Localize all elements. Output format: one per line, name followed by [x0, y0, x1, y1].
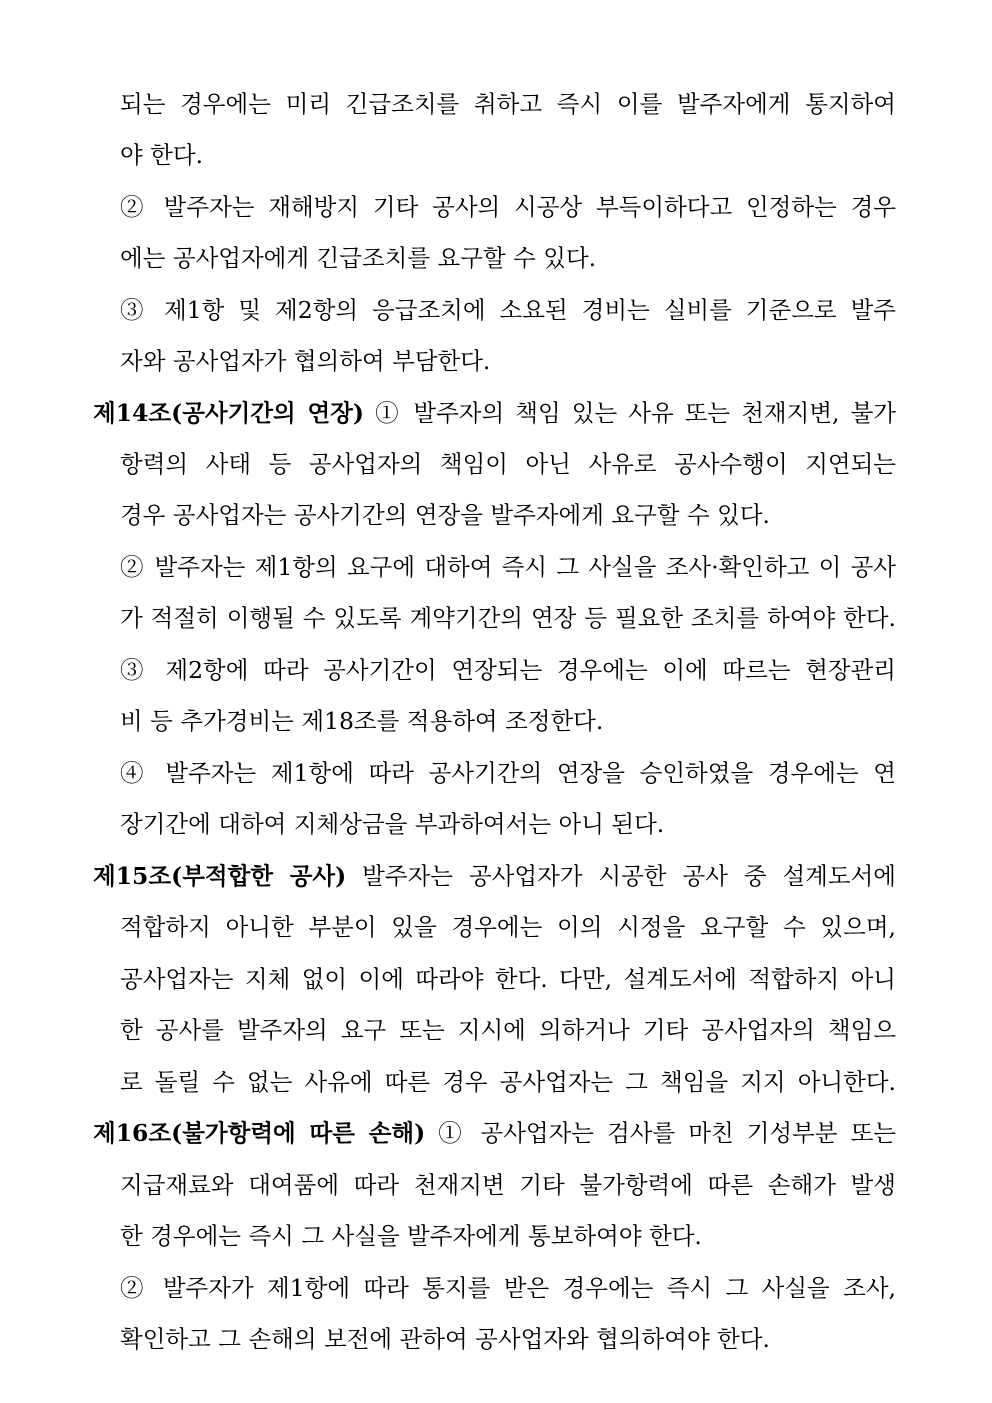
- body-line: 되는 경우에는 미리 긴급조치를 취하고 즉시 이를 발주자에게 통지하여: [120, 90, 896, 118]
- body-line: 항력의 사태 등 공사업자의 책임이 아닌 사유로 공사수행이 지연되는: [120, 450, 896, 478]
- article-heading-line: [93, 858, 896, 894]
- article-title: 제15조(부적합한 공사): [93, 862, 347, 890]
- body-line: 지급재료와 대여품에 따라 천재지변 기타 불가항력에 따른 손해가 발생: [120, 1171, 896, 1199]
- body-line: 로 돌릴 수 없는 사유에 따른 경우 공사업자는 그 책임을 지지 아니한다.: [120, 1068, 896, 1096]
- article-heading-line: [93, 1115, 896, 1151]
- body-line: 확인하고 그 손해의 보전에 관하여 공사업자와 협의하여야 한다.: [120, 1325, 770, 1353]
- article-first-line-text: ① 발주자의 책임 있는 사유 또는 천재지변, 불가: [364, 399, 896, 427]
- body-line: 적합하지 아니한 부분이 있을 경우에는 이의 시정을 요구할 수 있으며,: [120, 913, 896, 941]
- body-line: 한 공사를 발주자의 요구 또는 지시에 의하거나 기타 공사업자의 책임으: [120, 1016, 896, 1044]
- body-line: 한 경우에는 즉시 그 사실을 발주자에게 통보하여야 한다.: [120, 1222, 702, 1250]
- body-line: 공사업자는 지체 없이 이에 따라야 한다. 다만, 설계도서에 적합하지 아니: [120, 965, 896, 993]
- body-line: ② 발주자는 재해방지 기타 공사의 시공상 부득이하다고 인정하는 경우: [120, 193, 896, 221]
- article-first-line-text: 발주자는 공사업자가 시공한 공사 중 설계도서에: [346, 862, 896, 890]
- article-title: 제14조(공사기간의 연장): [93, 399, 365, 427]
- body-line: 야 한다.: [120, 141, 204, 169]
- body-line: 가 적절히 이행될 수 있도록 계약기간의 연장 등 필요한 조치를 하여야 한다.: [120, 604, 896, 632]
- body-line: 장기간에 대하여 지체상금을 부과하여서는 아니 된다.: [120, 810, 665, 838]
- body-line: 자와 공사업자가 협의하여 부담한다.: [120, 347, 491, 375]
- body-line: 비 등 추가경비는 제18조를 적용하여 조정한다.: [120, 707, 604, 735]
- article-heading-line: [93, 395, 896, 431]
- body-line: ② 발주자는 제1항의 요구에 대하여 즉시 그 사실을 조사·확인하고 이 공사: [120, 553, 896, 581]
- article-first-line-text: ① 공사업자는 검사를 마친 기성부분 또는: [425, 1119, 896, 1147]
- body-line: ④ 발주자는 제1항에 따라 공사기간의 연장을 승인하였을 경우에는 연: [120, 759, 896, 787]
- body-line: ③ 제1항 및 제2항의 응급조치에 소요된 경비는 실비를 기준으로 발주: [120, 296, 896, 324]
- body-line: 경우 공사업자는 공사기간의 연장을 발주자에게 요구할 수 있다.: [120, 501, 770, 529]
- body-line: 에는 공사업자에게 긴급조치를 요구할 수 있다.: [120, 244, 597, 272]
- body-line: ③ 제2항에 따라 공사기간이 연장되는 경우에는 이에 따르는 현장관리: [120, 656, 896, 684]
- article-title: 제16조(불가항력에 따른 손해): [93, 1119, 426, 1147]
- body-line: ② 발주자가 제1항에 따라 통지를 받은 경우에는 즉시 그 사실을 조사,: [120, 1274, 896, 1302]
